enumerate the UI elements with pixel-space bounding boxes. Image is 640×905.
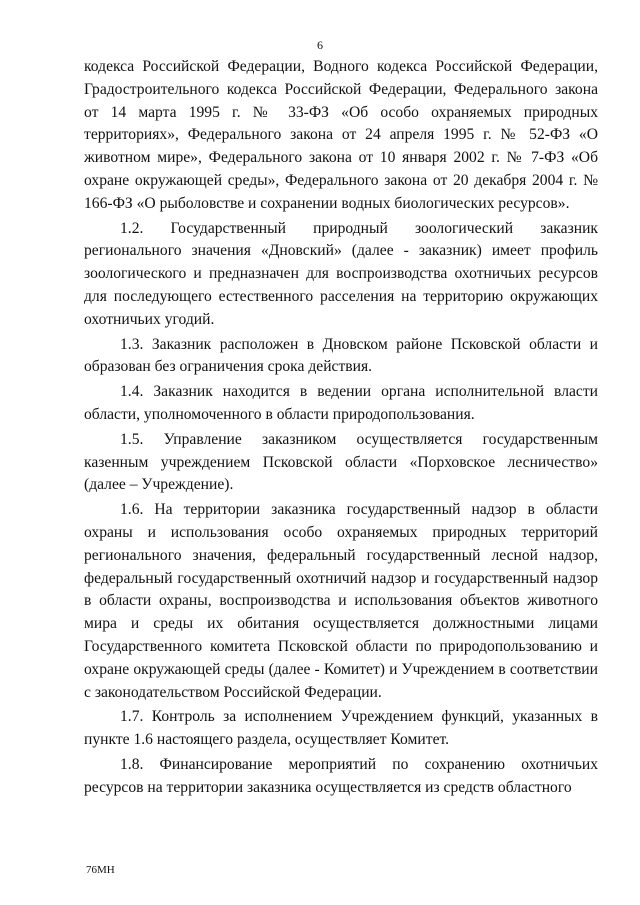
paragraph-1-6: 1.6. На территории заказника государственный надзор в области охраны и использования особо охраняемых природных территорий регионального значения, федеральный государственный лесной надзор, федеральный государственный охотничий надзор и государственный надзор в области охраны, воспроизводства и использования объектов животного мира и среды их обитания осуществляется должностными лицами Государственного комитета Псковской области по природопользованию и охране окружающей среды (далее - Комитет) и Учреждением в соответствии с законодательством Российской Федерации. — [84, 501, 598, 701]
paragraph-1-5: 1.5. Управление заказником осуществляется государственным казенным учреждением Псковской области «Порховское лесничество» (далее – Учреждение). — [84, 430, 598, 494]
paragraph-1-4: 1.4. Заказник находится в ведении органа исполнительной власти области, уполномоченного в области природопользования. — [84, 383, 598, 423]
paragraph-1-3: 1.3. Заказник расположен в Дновском районе Псковской области и образован без ограничения срока действия. — [84, 335, 598, 376]
footer-code: 76МН — [86, 864, 115, 876]
paragraph-1-2: 1.2. Государственный природный зоологический заказник регионального значения «Дновский» (далее - заказник) имеет профиль зоологического и предназначен для воспроизводства охотничьих ресурсов для последующего естественного расселения на территорию окружающих охотничьих угодий. — [84, 219, 598, 328]
paragraph-continuation: кодекса Российской Федерации, Водного кодекса Российской Федерации, Градостроительного кодекса Российской Федерации, Федерального закона от 14 марта 1995 г. № 33-ФЗ «Об особо охраняемых природных территориях», Федерального закона от 24 апреля 1995 г. № 52-ФЗ «О животном мире», Федерального закона от 10 января 2002 г. № 7-ФЗ «Об охране окружающей среды», Федерального закона от 20 декабря 2004 г. № 166-ФЗ «О рыболовстве и сохранении водных биологических ресурсов». — [84, 58, 598, 212]
document-body — [84, 56, 598, 800]
paragraph-1-8: 1.8. Финансирование мероприятий по сохранению охотничьих ресурсов на территории заказника осуществляется из средств областного — [84, 755, 598, 796]
paragraph-1-7: 1.7. Контроль за исполнением Учреждением функций, указанных в пункте 1.6 настоящего раздела, осуществляет Комитет. — [84, 708, 598, 749]
page-number: 6 — [317, 38, 323, 52]
